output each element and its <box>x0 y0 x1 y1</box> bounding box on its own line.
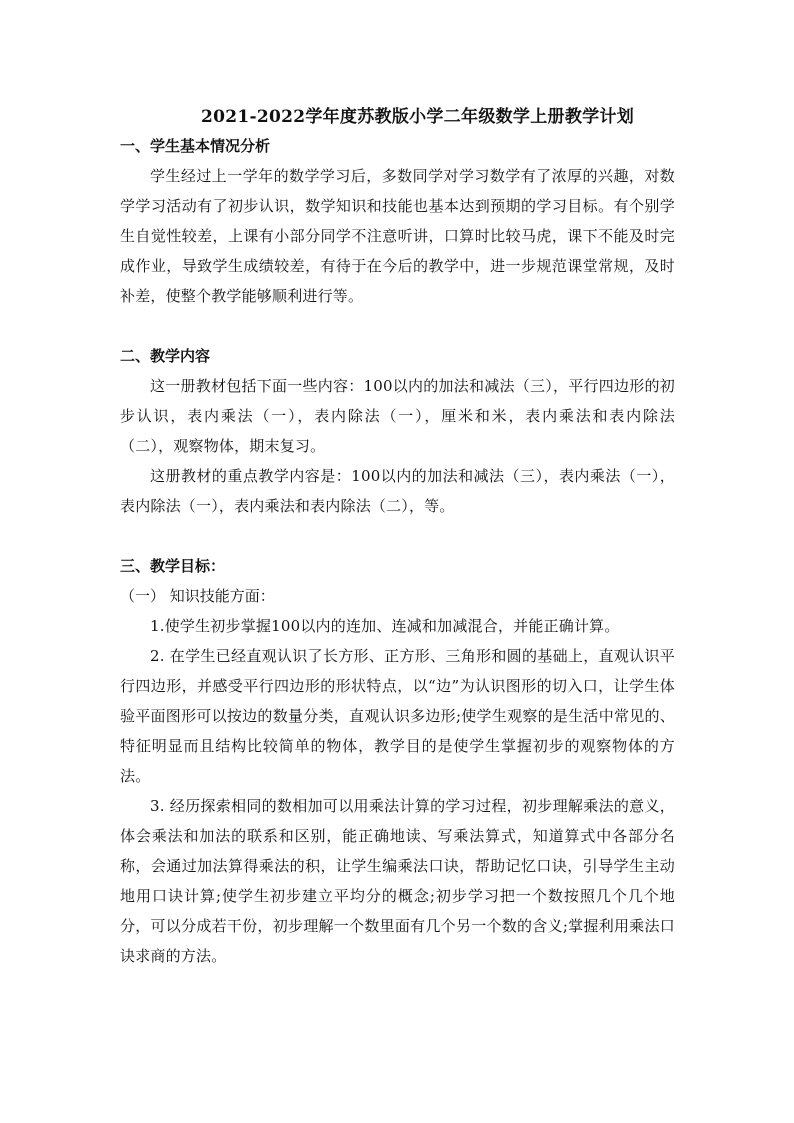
goal-item-3: 3. 经历探索相同的数相加可以用乘法计算的学习过程，初步理解乘法的意义，体会乘法和加法的联系和区别，能正确地读、写乘法算式，知道算式中各部分名称，会通过加法算得乘法的积，让学生编乘法口诀，帮助记忆口诀，引导学生主动地用口诀计算;使学生初步建立平均分的概念;初步学习把一个数按照几个几个地分，可以分成若干份，初步理解一个数里面有几个另一个数的含义;掌握利用乘法口诀求商的方法。 <box>120 797 675 965</box>
spacer <box>120 521 675 551</box>
document-page <box>120 103 675 971</box>
paragraph-teaching-content: 这一册教材包括下面一些内容：100以内的加法和减法（三），平行四边形的初步认识，表内乘法（一），表内除法（一），厘米和米，表内乘法和表内除法（二），观察物体，期末复习。 <box>120 377 675 455</box>
subheading-knowledge-skills: （一） 知识技能方面： <box>120 587 275 605</box>
spacer <box>120 311 675 341</box>
section-heading-teaching-goals: 三、教学目标： <box>120 557 226 575</box>
section-heading-teaching-content: 二、教学内容 <box>120 347 211 365</box>
paragraph-student-analysis: 学生经过上一学年的数学学习后，多数同学对学习数学有了浓厚的兴趣，对数学学习活动有了初步认识，数学知识和技能也基本达到预期的学习目标。有个别学生自觉性较差，上课有小部分同学不注意听讲，口算时比较马虎，课下不能及时完成作业，导致学生成绩较差，有待于在今后的教学中，进一步规范课堂常规，及时补差，使整个教学能够顺利进行等。 <box>120 167 675 305</box>
section-heading-student-analysis: 一、学生基本情况分析 <box>120 137 271 155</box>
document-title: 2021-2022学年度苏教版小学二年级数学上册教学计划 <box>200 107 635 127</box>
goal-item-2: 2. 在学生已经直观认识了长方形、正方形、三角形和圆的基础上，直观认识平行四边形，并感受平行四边形的形状特点，以“边”为认识图形的切入口，让学生体验平面图形可以按边的数量分类，直观认识多边形;使学生观察的是生活中常见的、特征明显而且结构比较简单的物体，教学目的是使学生掌握初步的观察物体的方法。 <box>120 647 675 785</box>
paragraph-key-content: 这册教材的重点教学内容是：100以内的加法和减法（三），表内乘法（一），表内除法（一），表内乘法和表内除法（二），等。 <box>120 467 675 515</box>
goal-item-1: 1.使学生初步掌握100以内的连加、连减和加减混合，并能正确计算。 <box>150 617 620 635</box>
